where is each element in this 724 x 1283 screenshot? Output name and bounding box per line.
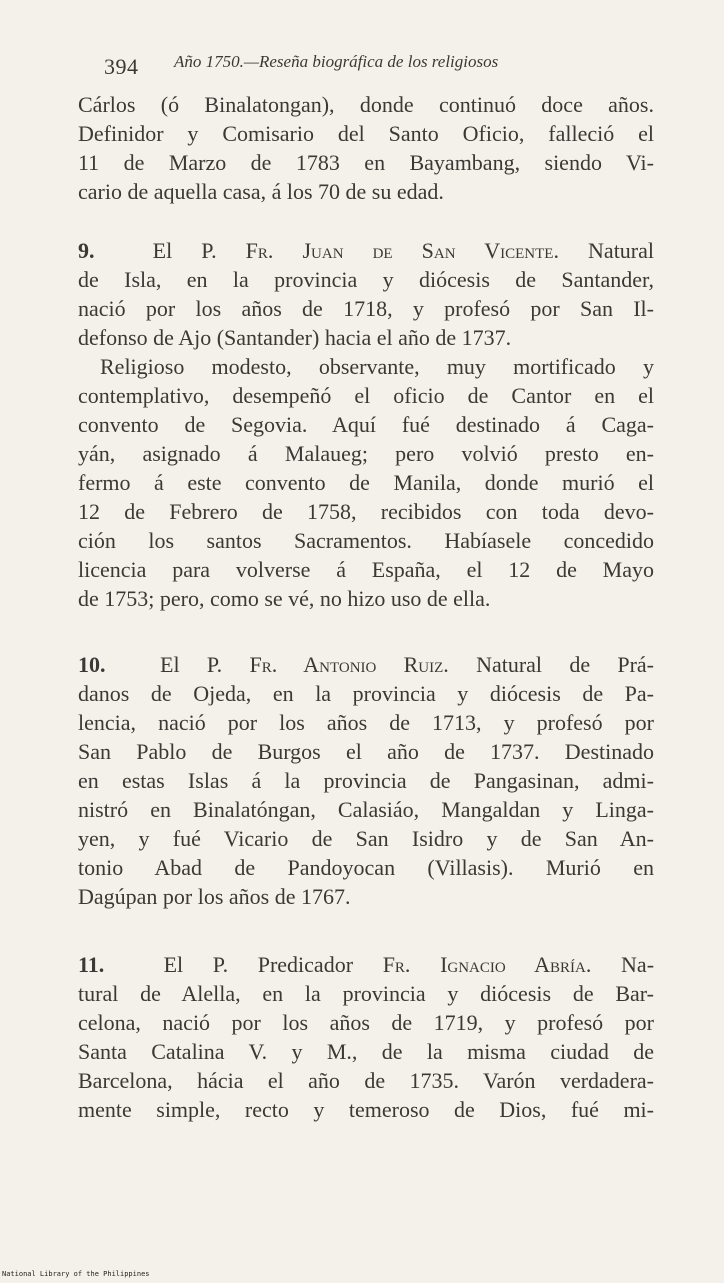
text-line: Barcelona, hácia el año de 1735. Varón verdadera- — [78, 1068, 654, 1093]
entry-title-prefix: El P. — [160, 652, 223, 677]
text-line: convento de Segovia. Aquí fué destinado á Caga- — [78, 412, 654, 437]
text-line: tural de Alella, en la provincia y diócesis de Bar- — [78, 981, 654, 1006]
text-line: ción los santos Sacramentos. Habíasele concedido — [78, 528, 654, 553]
text-line: nació por los años de 1718, y profesó por San Il- — [78, 296, 654, 321]
entry-number: 9. — [78, 238, 95, 263]
text-line: Cárlos (ó Binalatongan), donde continuó doce años. — [78, 92, 654, 117]
text-line: defonso de Ajo (Santander) hacia el año de 1737. — [78, 325, 512, 350]
library-credit: National Library of the Philippines — [2, 1270, 150, 1278]
text-fragment: Natural de Prá- — [476, 652, 654, 677]
text-line: Dagúpan por los años de 1767. — [78, 884, 351, 909]
text-fragment: Natural — [588, 238, 654, 263]
entry-title-prefix: El P. Predicador — [163, 952, 354, 977]
entry-number: 10. — [78, 652, 106, 677]
text-line: lencia, nació por los años de 1713, y profesó por — [78, 710, 654, 735]
entry-number: 11. — [78, 952, 105, 977]
running-title: Año 1750.—Reseña biográfica de los religiosos — [174, 52, 499, 71]
text-line: Definidor y Comisario del Santo Oficio, falleció el — [78, 121, 654, 146]
entry-name: Fr. Antonio Ruiz. — [249, 652, 449, 677]
entry-name: Fr. Juan de San Vicente. — [245, 238, 559, 263]
entry-heading-line — [78, 650, 654, 679]
text-line: en estas Islas á la provincia de Pangasinan, admi- — [78, 768, 654, 793]
text-line: San Pablo de Burgos el año de 1737. Destinado — [78, 739, 654, 764]
text-line: yen, y fué Vicario de San Isidro y de San An- — [78, 826, 654, 851]
page-header — [104, 52, 664, 84]
text-line: danos de Ojeda, en la provincia y diócesis de Pa- — [78, 681, 654, 706]
page-number: 394 — [104, 54, 139, 79]
text-line: de 1753; pero, como se vé, no hizo uso de ella. — [78, 586, 491, 611]
text-line: contemplativo, desempeñó el oficio de Cantor en el — [78, 383, 654, 408]
text-line: tonio Abad de Pandoyocan (Villasis). Murió en — [78, 855, 654, 880]
text-line: yán, asignado á Malaueg; pero volvió presto en- — [78, 441, 654, 466]
entry-title-prefix: El P. — [152, 238, 217, 263]
text-line: fermo á este convento de Manila, donde murió el — [78, 470, 654, 495]
text-line: 11 de Marzo de 1783 en Bayambang, siendo Vi- — [78, 150, 654, 175]
entry-heading-line — [78, 950, 654, 979]
text-line: mente simple, recto y temeroso de Dios, fué mi- — [78, 1097, 654, 1122]
text-line: Religioso modesto, observante, muy mortificado y — [100, 354, 654, 379]
text-line: Santa Catalina V. y M., de la misma ciudad de — [78, 1039, 654, 1064]
text-line: de Isla, en la provincia y diócesis de Santander, — [78, 267, 654, 292]
text-line: 12 de Febrero de 1758, recibidos con toda devo- — [78, 499, 654, 524]
text-line: cario de aquella casa, á los 70 de su edad. — [78, 179, 444, 204]
entry-name: Fr. Ignacio Abría. — [382, 952, 592, 977]
text-fragment: Na- — [621, 952, 654, 977]
text-line: licencia para volverse á España, el 12 de Mayo — [78, 557, 654, 582]
text-line: nistró en Binalatóngan, Calasiáo, Mangaldan y Linga- — [78, 797, 654, 822]
text-line: celona, nació por los años de 1719, y profesó por — [78, 1010, 654, 1035]
entry-heading-line — [78, 236, 654, 265]
